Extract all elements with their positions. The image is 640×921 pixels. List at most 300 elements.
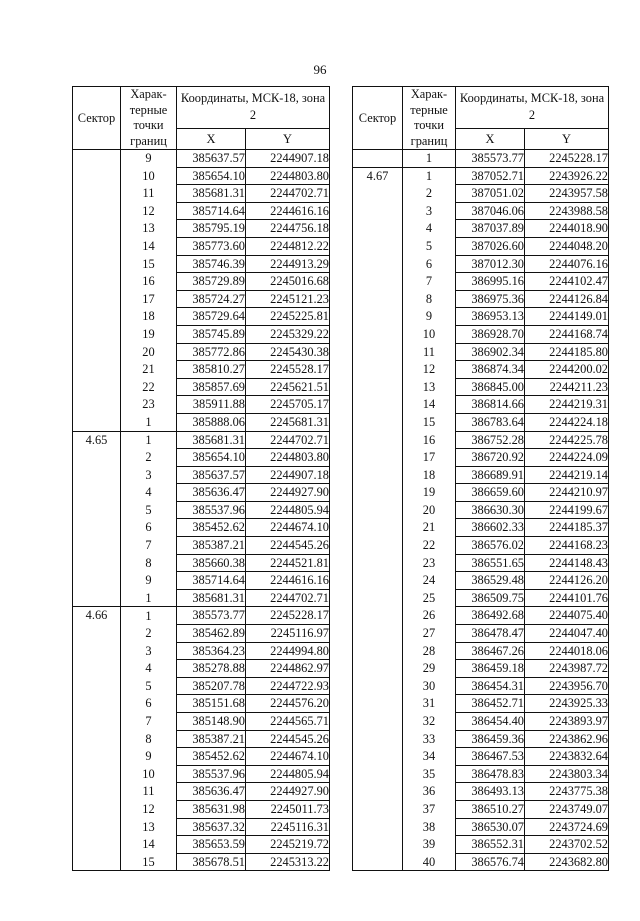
table-row — [353, 220, 609, 238]
sector-cell — [73, 519, 121, 537]
point-cell: 2 — [403, 185, 456, 203]
y-cell: 2245219.72 — [246, 836, 330, 854]
table-row — [353, 783, 609, 801]
point-cell: 36 — [403, 783, 456, 801]
table-row — [73, 836, 330, 854]
point-cell: 6 — [403, 255, 456, 273]
table-row — [353, 255, 609, 273]
y-cell: 2245430.38 — [246, 343, 330, 361]
table-row — [353, 501, 609, 519]
table-row — [73, 800, 330, 818]
point-cell: 14 — [121, 836, 177, 854]
x-cell: 386552.31 — [456, 836, 525, 854]
sector-cell — [73, 185, 121, 203]
point-cell: 7 — [403, 273, 456, 291]
point-cell: 21 — [403, 519, 456, 537]
table-row — [353, 748, 609, 766]
header-sector: Сектор — [73, 87, 121, 150]
x-cell: 386478.83 — [456, 765, 525, 783]
x-cell: 387052.71 — [456, 167, 525, 185]
table-row — [353, 660, 609, 678]
y-cell: 2244018.90 — [525, 220, 609, 238]
table-row — [73, 660, 330, 678]
table-row — [73, 853, 330, 871]
point-cell: 4 — [121, 484, 177, 502]
table-row — [353, 713, 609, 731]
sector-cell — [73, 413, 121, 431]
table-row — [73, 237, 330, 255]
table-row — [73, 484, 330, 502]
header-x: X — [456, 128, 525, 149]
point-cell: 1 — [121, 431, 177, 449]
y-cell: 2244219.31 — [525, 396, 609, 414]
x-cell: 386459.36 — [456, 730, 525, 748]
table-row — [353, 765, 609, 783]
y-cell: 2243862.96 — [525, 730, 609, 748]
x-cell: 385637.32 — [177, 818, 246, 836]
x-cell: 386576.74 — [456, 853, 525, 871]
x-cell: 385537.96 — [177, 765, 246, 783]
sector-cell — [73, 818, 121, 836]
sector-cell — [73, 290, 121, 308]
x-cell: 385888.06 — [177, 413, 246, 431]
sector-cell — [73, 449, 121, 467]
y-cell: 2244702.71 — [246, 431, 330, 449]
point-cell: 6 — [121, 695, 177, 713]
point-cell: 13 — [121, 818, 177, 836]
sector-cell — [353, 185, 403, 203]
sector-cell — [353, 589, 403, 607]
point-cell: 1 — [403, 167, 456, 185]
table-row — [73, 730, 330, 748]
sector-cell — [353, 466, 403, 484]
sector-cell — [353, 396, 403, 414]
point-cell: 5 — [121, 501, 177, 519]
point-cell: 27 — [403, 625, 456, 643]
point-cell: 12 — [403, 361, 456, 379]
y-cell: 2244702.71 — [246, 185, 330, 203]
sector-cell — [73, 642, 121, 660]
point-cell: 2 — [121, 449, 177, 467]
x-cell: 385573.77 — [177, 607, 246, 625]
table-row — [353, 589, 609, 607]
y-cell: 2243987.72 — [525, 660, 609, 678]
point-cell: 9 — [121, 150, 177, 168]
point-cell: 17 — [403, 449, 456, 467]
point-cell: 17 — [121, 290, 177, 308]
point-cell: 16 — [403, 431, 456, 449]
sector-cell — [73, 255, 121, 273]
sector-cell — [73, 378, 121, 396]
y-cell: 2244126.84 — [525, 290, 609, 308]
x-cell: 385387.21 — [177, 730, 246, 748]
y-cell: 2244812.22 — [246, 237, 330, 255]
y-cell: 2243988.58 — [525, 202, 609, 220]
header-y: Y — [525, 128, 609, 149]
point-cell: 24 — [403, 572, 456, 590]
table-row — [73, 519, 330, 537]
table-row — [353, 308, 609, 326]
table-row — [353, 572, 609, 590]
x-cell: 385573.77 — [456, 150, 525, 168]
x-cell: 385278.88 — [177, 660, 246, 678]
point-cell: 21 — [121, 361, 177, 379]
x-cell: 385729.89 — [177, 273, 246, 291]
sector-cell — [353, 449, 403, 467]
table-row — [353, 695, 609, 713]
point-cell: 23 — [403, 554, 456, 572]
sector-cell — [353, 290, 403, 308]
x-cell: 385452.62 — [177, 519, 246, 537]
y-cell: 2244148.43 — [525, 554, 609, 572]
x-cell: 385148.90 — [177, 713, 246, 731]
point-cell: 10 — [121, 167, 177, 185]
sector-cell — [353, 765, 403, 783]
y-cell: 2244101.76 — [525, 589, 609, 607]
sector-cell — [73, 554, 121, 572]
sector-cell: 4.66 — [73, 607, 121, 625]
x-cell: 386454.31 — [456, 677, 525, 695]
x-cell: 385637.57 — [177, 466, 246, 484]
table-row — [353, 237, 609, 255]
table-row — [73, 255, 330, 273]
y-cell: 2244219.14 — [525, 466, 609, 484]
y-cell: 2244018.06 — [525, 642, 609, 660]
y-cell: 2244565.71 — [246, 713, 330, 731]
sector-cell — [353, 237, 403, 255]
point-cell: 31 — [403, 695, 456, 713]
point-cell: 8 — [403, 290, 456, 308]
sector-cell — [73, 220, 121, 238]
y-cell: 2244756.18 — [246, 220, 330, 238]
sector-cell — [73, 308, 121, 326]
y-cell: 2244994.80 — [246, 642, 330, 660]
table-row — [73, 818, 330, 836]
sector-cell — [73, 361, 121, 379]
point-cell: 2 — [121, 625, 177, 643]
sector-cell — [353, 202, 403, 220]
sector-cell — [353, 836, 403, 854]
x-cell: 385151.68 — [177, 695, 246, 713]
point-cell: 20 — [403, 501, 456, 519]
x-cell: 386452.71 — [456, 695, 525, 713]
y-cell: 2244862.97 — [246, 660, 330, 678]
table-row — [73, 466, 330, 484]
sector-cell — [73, 202, 121, 220]
table-row — [73, 343, 330, 361]
sector-cell — [73, 501, 121, 519]
x-cell: 386720.92 — [456, 449, 525, 467]
y-cell: 2245705.17 — [246, 396, 330, 414]
y-cell: 2245116.31 — [246, 818, 330, 836]
sector-cell — [73, 765, 121, 783]
point-cell: 18 — [403, 466, 456, 484]
sector-cell — [73, 167, 121, 185]
table-row — [353, 818, 609, 836]
sector-cell — [353, 361, 403, 379]
x-cell: 387051.02 — [456, 185, 525, 203]
sector-cell — [353, 818, 403, 836]
x-cell: 385654.10 — [177, 167, 246, 185]
point-cell: 12 — [121, 800, 177, 818]
y-cell: 2244927.90 — [246, 783, 330, 801]
point-cell: 34 — [403, 748, 456, 766]
table-row — [353, 378, 609, 396]
sector-cell — [353, 677, 403, 695]
point-cell: 18 — [121, 308, 177, 326]
y-cell: 2244805.94 — [246, 501, 330, 519]
sector-cell — [353, 853, 403, 871]
y-cell: 2245313.22 — [246, 853, 330, 871]
sector-cell — [353, 150, 403, 168]
x-cell: 386630.30 — [456, 501, 525, 519]
x-cell: 385714.64 — [177, 572, 246, 590]
table-row — [73, 783, 330, 801]
y-cell: 2243832.64 — [525, 748, 609, 766]
sector-cell — [353, 413, 403, 431]
sector-cell — [73, 800, 121, 818]
point-cell: 38 — [403, 818, 456, 836]
x-cell: 385636.47 — [177, 484, 246, 502]
x-cell: 387037.89 — [456, 220, 525, 238]
y-cell: 2244168.74 — [525, 325, 609, 343]
table-row — [353, 150, 609, 168]
point-cell: 4 — [403, 220, 456, 238]
table-row — [73, 202, 330, 220]
sector-cell — [73, 484, 121, 502]
point-cell: 28 — [403, 642, 456, 660]
x-cell: 385681.31 — [177, 431, 246, 449]
x-cell: 385678.51 — [177, 853, 246, 871]
sector-cell — [353, 642, 403, 660]
x-cell: 385857.69 — [177, 378, 246, 396]
y-cell: 2244126.20 — [525, 572, 609, 590]
sector-cell — [353, 501, 403, 519]
table-row — [73, 308, 330, 326]
point-cell: 14 — [121, 237, 177, 255]
point-cell: 5 — [121, 677, 177, 695]
y-cell: 2243893.97 — [525, 713, 609, 731]
sector-cell — [73, 343, 121, 361]
x-cell: 386492.68 — [456, 607, 525, 625]
x-cell: 385729.64 — [177, 308, 246, 326]
table-row — [73, 713, 330, 731]
y-cell: 2243724.69 — [525, 818, 609, 836]
table-row — [73, 185, 330, 203]
sector-cell: 4.67 — [353, 167, 403, 185]
point-cell: 5 — [403, 237, 456, 255]
sector-cell — [353, 713, 403, 731]
y-cell: 2245621.51 — [246, 378, 330, 396]
sector-cell — [353, 431, 403, 449]
x-cell: 385387.21 — [177, 537, 246, 555]
table-row — [73, 167, 330, 185]
y-cell: 2244722.93 — [246, 677, 330, 695]
y-cell: 2244075.40 — [525, 607, 609, 625]
y-cell: 2244211.23 — [525, 378, 609, 396]
sector-cell — [353, 554, 403, 572]
point-cell: 16 — [121, 273, 177, 291]
y-cell: 2243749.07 — [525, 800, 609, 818]
sector-cell — [73, 150, 121, 168]
table-row — [353, 836, 609, 854]
point-cell: 32 — [403, 713, 456, 731]
y-cell: 2245011.73 — [246, 800, 330, 818]
y-cell: 2244674.10 — [246, 748, 330, 766]
table-row — [353, 642, 609, 660]
table-row — [73, 290, 330, 308]
table-row — [73, 642, 330, 660]
point-cell: 1 — [403, 150, 456, 168]
point-cell: 4 — [121, 660, 177, 678]
point-cell: 23 — [121, 396, 177, 414]
point-cell: 35 — [403, 765, 456, 783]
x-cell: 386602.33 — [456, 519, 525, 537]
sector-cell — [353, 308, 403, 326]
x-cell: 386467.53 — [456, 748, 525, 766]
x-cell: 386510.27 — [456, 800, 525, 818]
point-cell: 11 — [121, 783, 177, 801]
table-row — [73, 431, 330, 449]
y-cell: 2243775.38 — [525, 783, 609, 801]
y-cell: 2244616.16 — [246, 572, 330, 590]
header-characteristic-points: Харак-терные точки границ — [121, 87, 177, 150]
sector-cell — [73, 572, 121, 590]
y-cell: 2243956.70 — [525, 677, 609, 695]
x-cell: 386975.36 — [456, 290, 525, 308]
x-cell: 385911.88 — [177, 396, 246, 414]
x-cell: 386478.47 — [456, 625, 525, 643]
y-cell: 2244907.18 — [246, 150, 330, 168]
y-cell: 2245228.17 — [525, 150, 609, 168]
y-cell: 2244210.97 — [525, 484, 609, 502]
y-cell: 2245528.17 — [246, 361, 330, 379]
sector-cell — [73, 625, 121, 643]
point-cell: 30 — [403, 677, 456, 695]
x-cell: 386454.40 — [456, 713, 525, 731]
point-cell: 25 — [403, 589, 456, 607]
point-cell: 3 — [403, 202, 456, 220]
point-cell: 22 — [403, 537, 456, 555]
point-cell: 1 — [121, 413, 177, 431]
sector-cell — [73, 695, 121, 713]
point-cell: 33 — [403, 730, 456, 748]
x-cell: 385724.27 — [177, 290, 246, 308]
table-row — [353, 730, 609, 748]
x-cell: 385746.39 — [177, 255, 246, 273]
y-cell: 2244185.80 — [525, 343, 609, 361]
y-cell: 2244927.90 — [246, 484, 330, 502]
x-cell: 386814.66 — [456, 396, 525, 414]
header-coordinates: Координаты, МСК-18, зона 2 — [456, 87, 609, 129]
x-cell: 386659.60 — [456, 484, 525, 502]
y-cell: 2244200.02 — [525, 361, 609, 379]
point-cell: 22 — [121, 378, 177, 396]
y-cell: 2244048.20 — [525, 237, 609, 255]
point-cell: 15 — [121, 255, 177, 273]
table-row — [353, 273, 609, 291]
sector-cell — [353, 255, 403, 273]
table-row — [73, 537, 330, 555]
x-cell: 385637.57 — [177, 150, 246, 168]
table-row — [353, 202, 609, 220]
x-cell: 386902.34 — [456, 343, 525, 361]
y-cell: 2244907.18 — [246, 466, 330, 484]
y-cell: 2244185.37 — [525, 519, 609, 537]
x-cell: 386995.16 — [456, 273, 525, 291]
point-cell: 12 — [121, 202, 177, 220]
sector-cell — [73, 677, 121, 695]
sector-cell — [353, 572, 403, 590]
sector-cell — [73, 396, 121, 414]
sector-cell — [353, 537, 403, 555]
x-cell: 385714.64 — [177, 202, 246, 220]
table-row — [353, 396, 609, 414]
table-row — [353, 625, 609, 643]
table-row — [73, 150, 330, 168]
y-cell: 2244199.67 — [525, 501, 609, 519]
table-row — [353, 466, 609, 484]
y-cell: 2243926.22 — [525, 167, 609, 185]
x-cell: 385745.89 — [177, 325, 246, 343]
y-cell: 2244576.20 — [246, 695, 330, 713]
point-cell: 11 — [121, 185, 177, 203]
y-cell: 2244545.26 — [246, 730, 330, 748]
table-row — [353, 413, 609, 431]
table-row — [353, 325, 609, 343]
table-row — [73, 572, 330, 590]
y-cell: 2244803.80 — [246, 167, 330, 185]
y-cell: 2244803.80 — [246, 449, 330, 467]
header-x: X — [177, 128, 246, 149]
table-row — [353, 290, 609, 308]
y-cell: 2244913.29 — [246, 255, 330, 273]
x-cell: 385654.10 — [177, 449, 246, 467]
point-cell: 37 — [403, 800, 456, 818]
point-cell: 9 — [403, 308, 456, 326]
table-row — [73, 273, 330, 291]
x-cell: 386529.48 — [456, 572, 525, 590]
sector-cell — [73, 853, 121, 871]
coordinates-table-right — [352, 86, 609, 871]
header-coordinates: Координаты, МСК-18, зона 2 — [177, 87, 330, 129]
x-cell: 385681.31 — [177, 185, 246, 203]
x-cell: 385452.62 — [177, 748, 246, 766]
sector-cell — [73, 836, 121, 854]
x-cell: 385537.96 — [177, 501, 246, 519]
point-cell: 15 — [403, 413, 456, 431]
sector-cell — [353, 748, 403, 766]
x-cell: 385773.60 — [177, 237, 246, 255]
y-cell: 2244616.16 — [246, 202, 330, 220]
x-cell: 386509.75 — [456, 589, 525, 607]
y-cell: 2244224.09 — [525, 449, 609, 467]
sector-cell — [73, 537, 121, 555]
x-cell: 385795.19 — [177, 220, 246, 238]
point-cell: 8 — [121, 554, 177, 572]
table-row — [353, 853, 609, 871]
table-row — [73, 625, 330, 643]
x-cell: 386689.91 — [456, 466, 525, 484]
x-cell: 385681.31 — [177, 589, 246, 607]
table-row — [73, 554, 330, 572]
sector-cell — [353, 800, 403, 818]
table-row — [73, 396, 330, 414]
table-row — [353, 519, 609, 537]
table-row — [353, 554, 609, 572]
x-cell: 387012.30 — [456, 255, 525, 273]
table-row — [73, 589, 330, 607]
